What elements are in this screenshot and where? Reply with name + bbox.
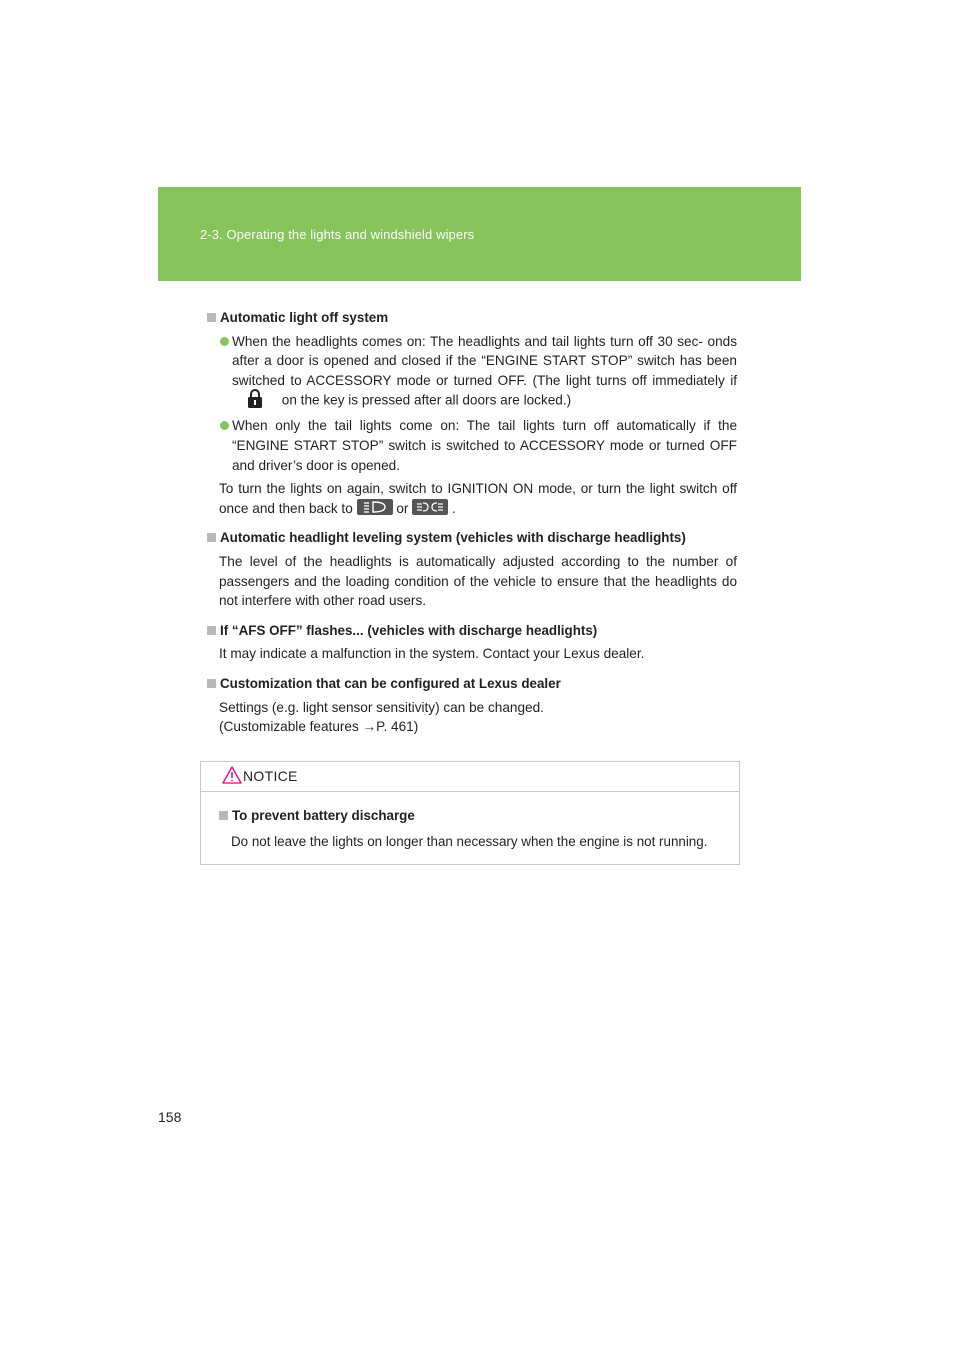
notice-heading: To prevent battery discharge: [219, 806, 739, 826]
section-square-icon: [207, 533, 216, 542]
section-square-icon: [207, 313, 216, 322]
tail-light-icon: [412, 499, 448, 515]
section-square-icon: [207, 679, 216, 688]
customization-line-1: Settings (e.g. light sensor sensitivity) can be changed.: [219, 699, 544, 715]
lock-icon: [232, 388, 278, 410]
notice-text: Do not leave the lights on longer than necessary when the engine is not running.: [231, 833, 708, 849]
warning-triangle-icon: [221, 765, 243, 785]
section-square-icon: [219, 811, 228, 820]
main-content: [207, 308, 737, 737]
afs-off-paragraph: It may indicate a malfunction in the system. Contact your Lexus dealer.: [219, 646, 645, 662]
page-number: 158: [158, 1109, 182, 1125]
customization-line-2: (Customizable features →P. 461): [219, 719, 419, 735]
bullet-dot-icon: [220, 337, 229, 346]
notice-box: [200, 761, 740, 865]
section-square-icon: [207, 626, 216, 635]
notice-title: NOTICE: [243, 768, 298, 784]
section-heading-afs-off: If “AFS OFF” flashes... (vehicles with discharge headlights): [207, 621, 737, 641]
notice-body: [201, 792, 739, 851]
section-heading-automatic-light-off: Automatic light off system: [207, 308, 737, 328]
section-heading-customization: Customization that can be configured at Lexus dealer: [207, 674, 737, 694]
bullet-dot-icon: [220, 421, 229, 430]
headlight-icon: [357, 499, 393, 515]
bullet-tail-lights-only: When only the tail lights come on: The tail lights turn off automatically if the “ENGINE START STOP” switch is switched to ACCESSORY mode or turned OFF and driver’s door is opened.: [207, 416, 737, 475]
notice-header: [201, 762, 739, 792]
chapter-title: 2-3. Operating the lights and windshield wipers: [200, 227, 475, 242]
bullet-headlights-on: When the headlights comes on: The headlights and tail lights turn off 30 sec- onds after a door is opened and closed if the “ENGINE START STOP” switch has been switched to ACCESSORY mode or turned OFF. (The light turns off immediately if on the key is pressed after all doors are locked.): [207, 332, 737, 413]
lights-on-again-paragraph: To turn the lights on again, switch to IGNITION ON mode, or turn the light switch off once and then back to or .: [219, 481, 737, 516]
section-heading-headlight-leveling: Automatic headlight leveling system (vehicles with discharge headlights): [207, 528, 737, 548]
chapter-header: [158, 187, 801, 281]
headlight-leveling-paragraph: The level of the headlights is automatically adjusted according to the number of passengers and the loading condition of the vehicle to ensure that the headlights do not interfere with other road users.: [219, 553, 737, 609]
